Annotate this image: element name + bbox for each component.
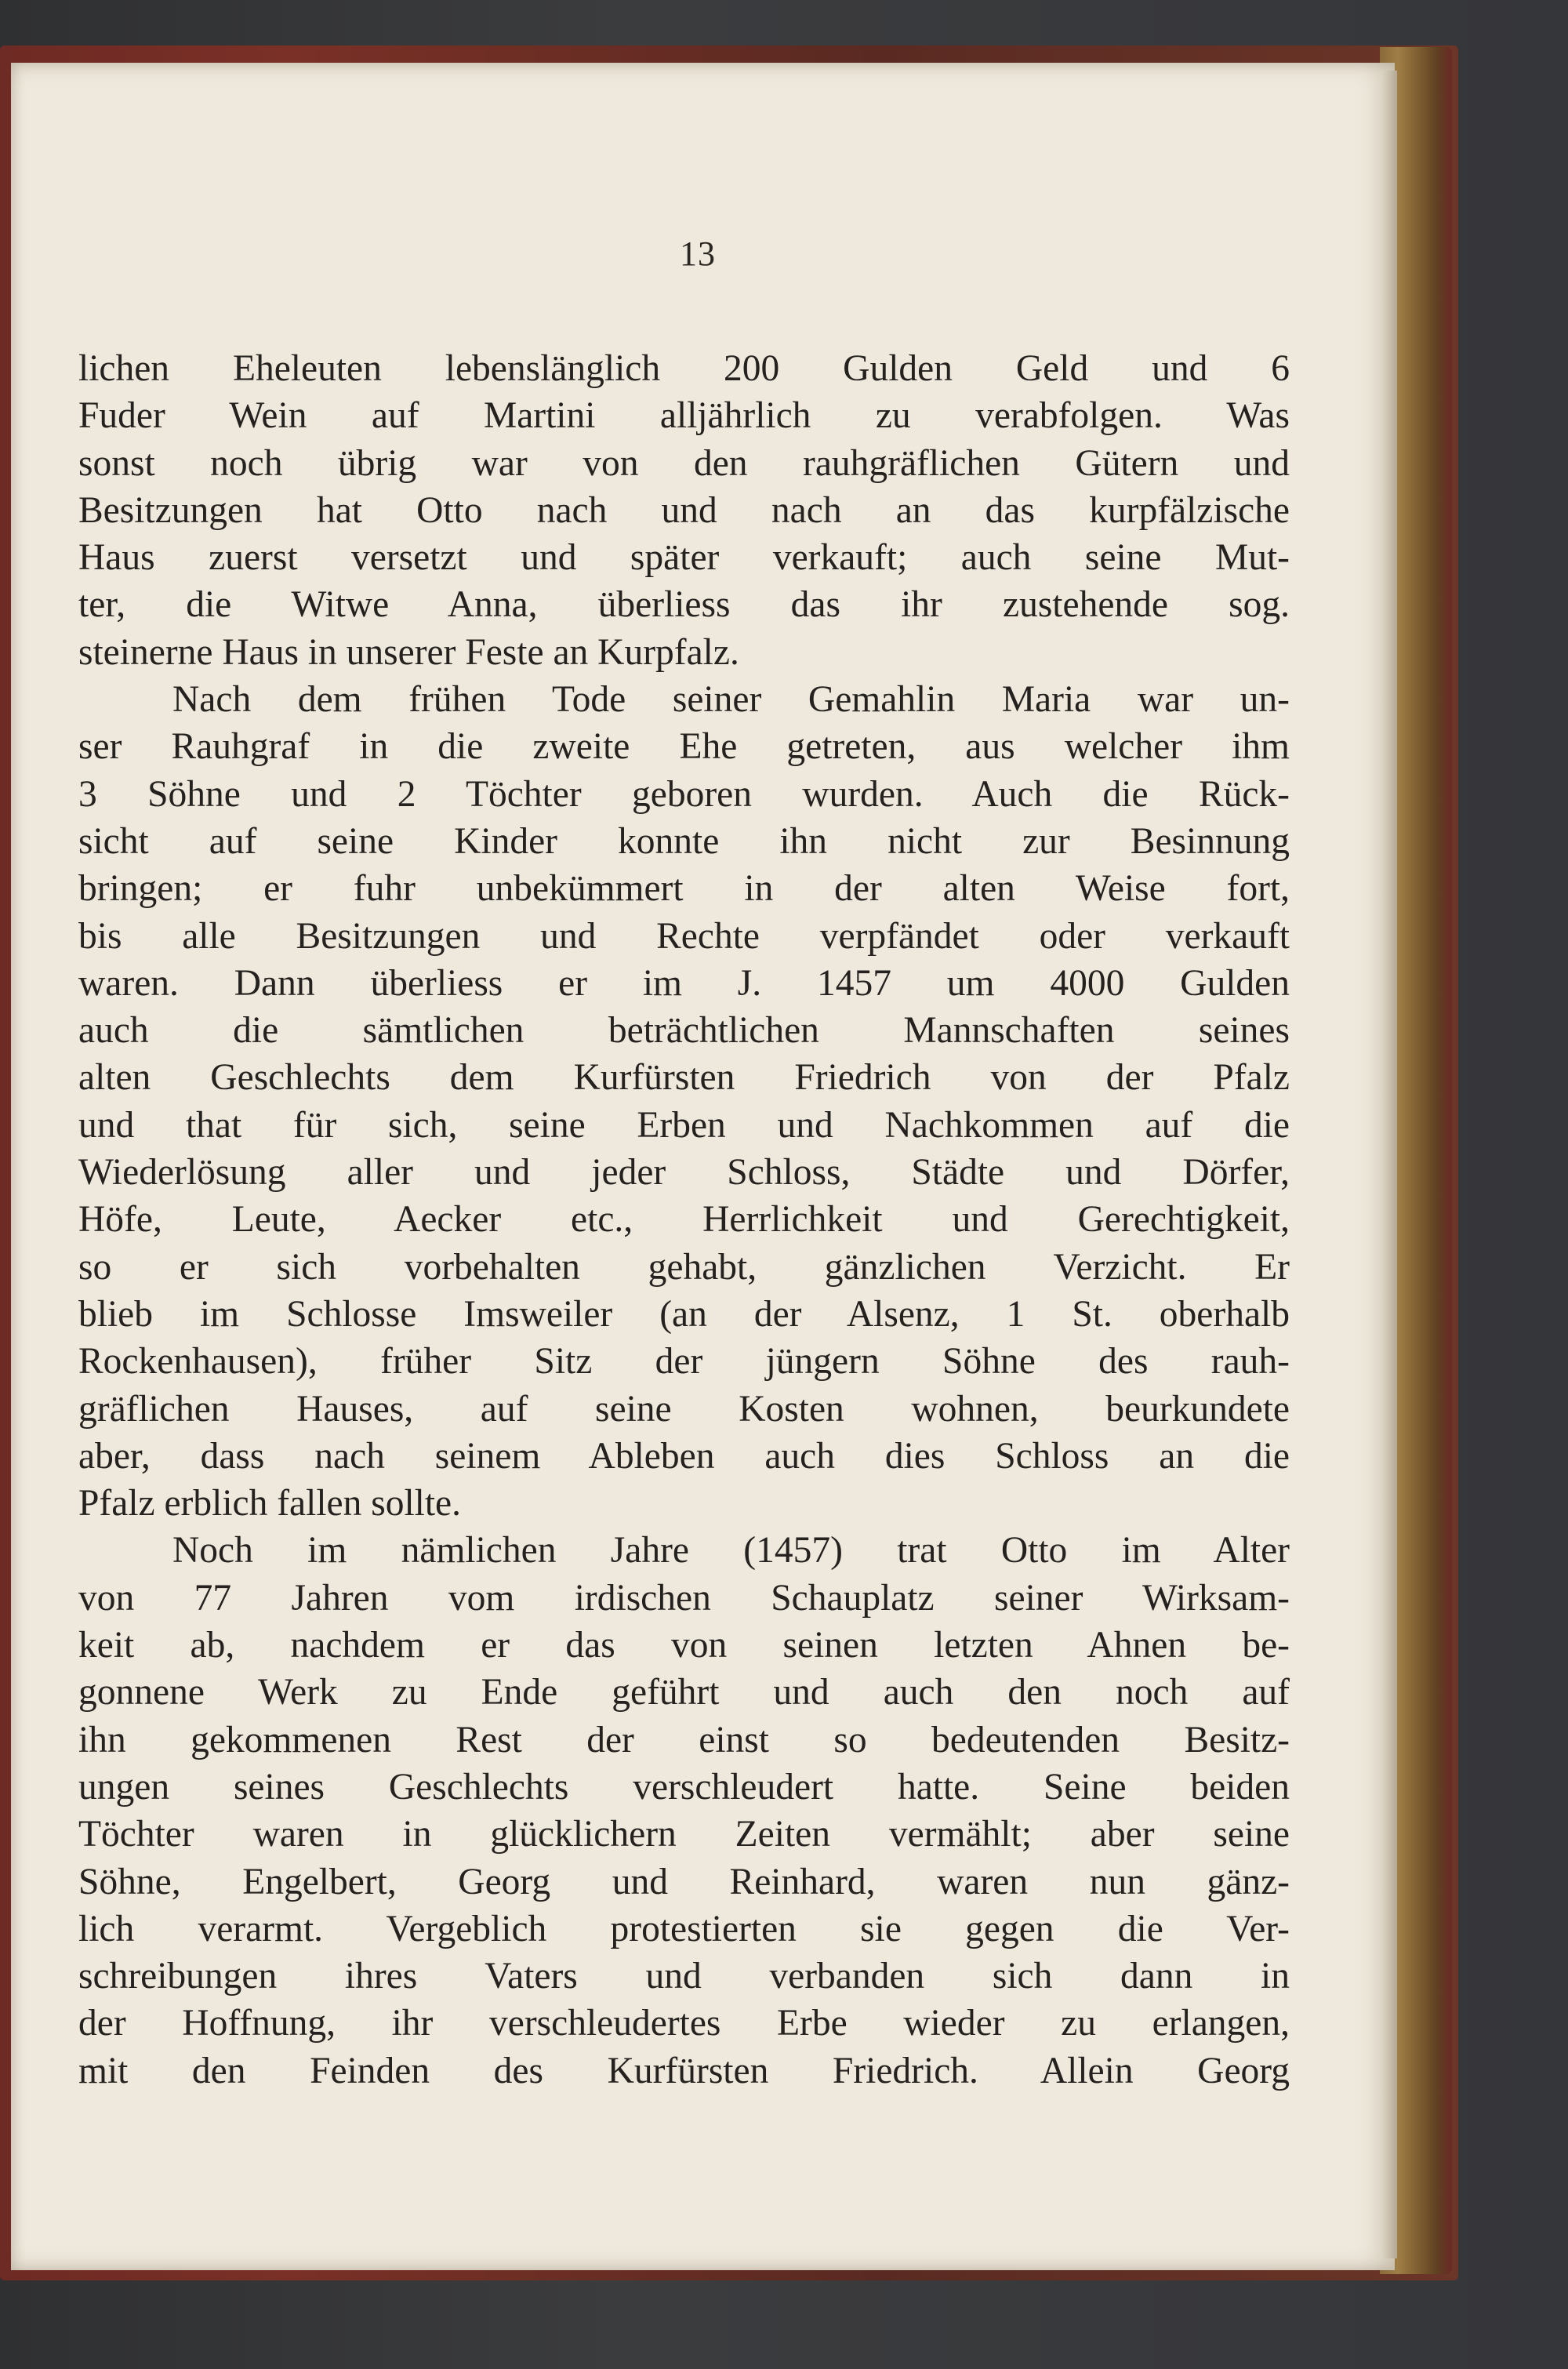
text-line: bringen; er fuhr unbekümmert in der alten Weise fort, xyxy=(78,868,1290,910)
text-line: Söhne, Engelbert, Georg und Reinhard, waren nun gänz- xyxy=(78,1861,1290,1902)
text-line: aber, dass nach seinem Ableben auch dies Schloss an die xyxy=(78,1435,1290,1477)
text-line: lichen Eheleuten lebenslänglich 200 Gulden Geld und 6 xyxy=(78,348,1290,389)
text-line: ter, die Witwe Anna, überliess das ihr zustehende sog. xyxy=(78,584,1290,626)
text-line: Fuder Wein auf Martini alljährlich zu verabfolgen. Was xyxy=(78,395,1290,437)
text-line: Höfe, Leute, Aecker etc., Herrlichkeit und Gerechtigkeit, xyxy=(78,1199,1290,1241)
text-line: Pfalz erblich fallen sollte. xyxy=(78,1483,462,1524)
text-line: Besitzungen hat Otto nach und nach an das kurpfälzische xyxy=(78,489,1290,531)
text-line: Noch im nämlichen Jahre (1457) trat Otto im Alter xyxy=(172,1530,1290,1571)
text-line: ungen seines Geschlechts verschleudert hatte. Seine beiden xyxy=(78,1766,1290,1808)
text-line: mit den Feinden des Kurfürsten Friedrich. Allein Georg xyxy=(78,2050,1290,2091)
text-line: der Hoffnung, ihr verschleudertes Erbe wieder zu erlangen, xyxy=(78,2003,1290,2044)
text-line: Töchter waren in glücklichern Zeiten vermählt; aber seine xyxy=(78,1814,1290,1855)
text-line: Nach dem frühen Tode seiner Gemahlin Maria war un- xyxy=(172,679,1290,721)
page-number: 13 xyxy=(680,234,716,273)
text-line: keit ab, nachdem er das von seinen letzten Ahnen be- xyxy=(78,1625,1290,1666)
text-line: Rockenhausen), früher Sitz der jüngern Söhne des rauh- xyxy=(78,1341,1290,1383)
text-line: gonnene Werk zu Ende geführt und auch den noch auf xyxy=(78,1672,1290,1713)
text-line: sicht auf seine Kinder konnte ihn nicht zur Besinnung xyxy=(78,820,1290,862)
text-line: ihn gekommenen Rest der einst so bedeutenden Besitz- xyxy=(78,1719,1290,1760)
text-line: schreibungen ihres Vaters und verbanden sich dann in xyxy=(78,1956,1290,1997)
text-line: lich verarmt. Vergeblich protestierten sie gegen die Ver- xyxy=(78,1908,1290,1949)
text-line: Haus zuerst versetzt und später verkauft; auch seine Mut- xyxy=(78,537,1290,579)
text-line: auch die sämtlichen beträchtlichen Mannschaften seines xyxy=(78,1010,1290,1052)
text-line: blieb im Schlosse Imsweiler (an der Alsenz, 1 St. oberhalb xyxy=(78,1293,1290,1335)
text-line: alten Geschlechts dem Kurfürsten Friedrich von der Pfalz xyxy=(78,1057,1290,1099)
text-line: ser Rauhgraf in die zweite Ehe getreten, aus welcher ihm xyxy=(78,726,1290,768)
text-line: und that für sich, seine Erben und Nachkommen auf die xyxy=(78,1104,1290,1146)
text-line: Wiederlösung aller und jeder Schloss, Städte und Dörfer, xyxy=(78,1152,1290,1194)
page-fore-edge xyxy=(1381,71,1397,2258)
text-line: 3 Söhne und 2 Töchter geboren wurden. Auch die Rück- xyxy=(78,773,1290,815)
text-line: sonst noch übrig war von den rauhgräflichen Gütern und xyxy=(78,442,1290,484)
text-line: waren. Dann überliess er im J. 1457 um 4000 Gulden xyxy=(78,962,1290,1004)
text-line: so er sich vorbehalten gehabt, gänzlichen Verzicht. Er xyxy=(78,1246,1290,1288)
text-line: steinerne Haus in unserer Feste an Kurpfalz. xyxy=(78,631,739,673)
text-line: von 77 Jahren vom irdischen Schauplatz seiner Wirksam- xyxy=(78,1577,1290,1619)
text-line: bis alle Besitzungen und Rechte verpfändet oder verkauft xyxy=(78,915,1290,957)
body-text xyxy=(78,345,1290,2095)
text-line: gräflichen Hauses, auf seine Kosten wohnen, beurkundete xyxy=(78,1388,1290,1430)
